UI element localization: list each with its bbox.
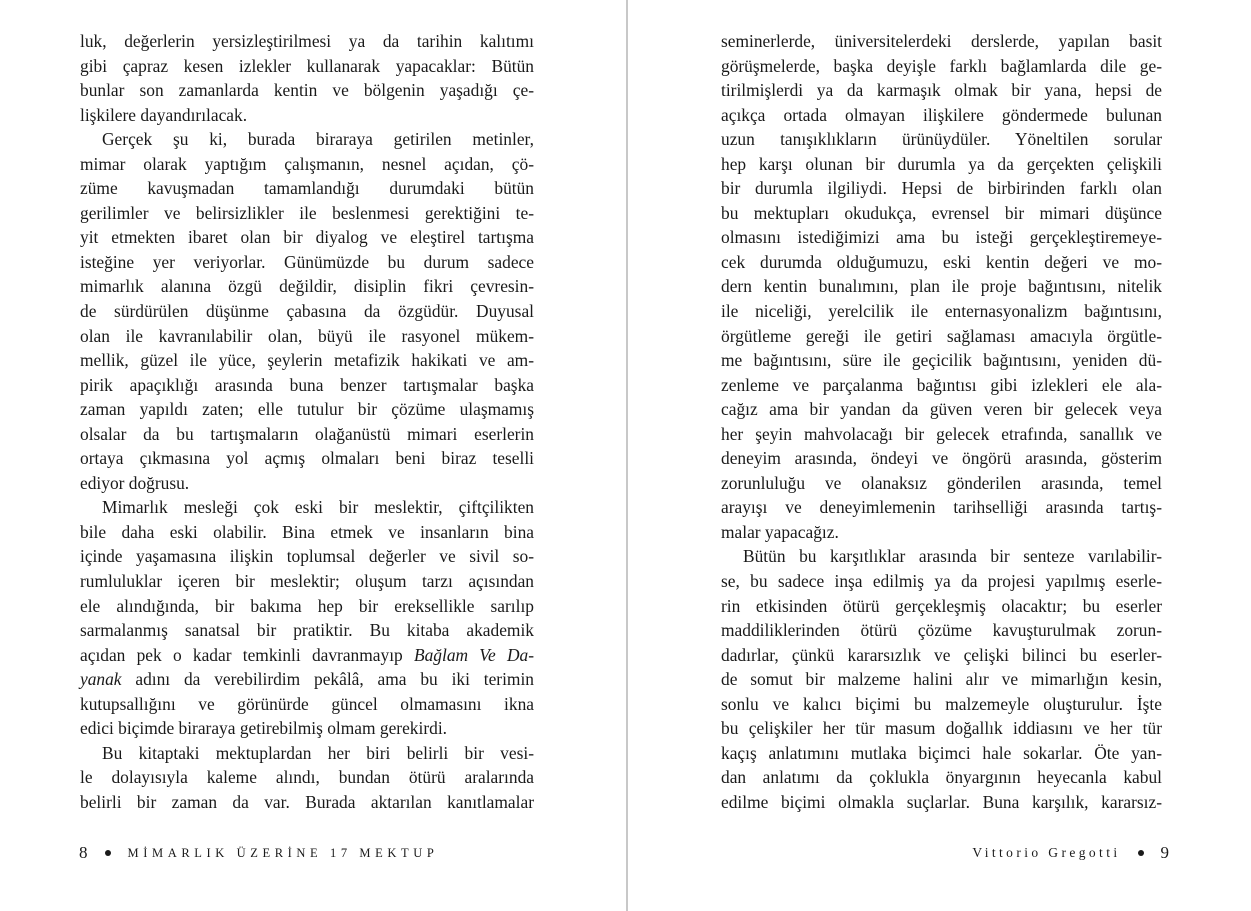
text-line: bile daha eski olabilir. Bina etmek ve insanların bina (80, 521, 534, 542)
text-line: gibi çapraz kesen izlekler kullanarak yapacaklar: Bütün (80, 55, 534, 76)
text-line: bunlar son zamanlarda kentin ve bölgenin yaşadığı çe- (80, 80, 534, 101)
text-line: açıkça ortada olmayan ilişkilere göndermede bulunan (721, 104, 1162, 125)
text-line: mimarlık alanına özgü değildir, disiplin fikri çevresin- (80, 276, 534, 297)
left-page-footer (79, 843, 438, 863)
text-line: maddiliklerinden ötürü çözüme kavuşturulmak zorun- (721, 620, 1162, 641)
text-line: olmasını istediğimizi ama bu isteği gerçekleştiremeye- (721, 227, 1162, 248)
text-line: luk, değerlerin yersizleştirilmesi ya da tarihin kalıtımı (80, 31, 534, 51)
right-page-body (721, 29, 1162, 815)
text-line: Bu kitaptaki mektuplardan her biri belirli bir vesi- (102, 742, 534, 763)
text-line: Mimarlık mesleği çok eski bir meslektir, çiftçilikten (102, 497, 534, 518)
text-line: bir durumla ilgiliydi. Hepsi de birbirinden farklı olan (721, 178, 1162, 199)
right-page (628, 0, 1251, 911)
text-line: zorunluluğu ve olanaksız gönderilen arasında, temel (721, 472, 1162, 493)
text-line: ortaya çıkmasına yol açmış olmaları beni biraz teselli (80, 448, 534, 469)
running-title: MİMARLIK ÜZERİNE 17 MEKTUP (127, 845, 439, 860)
left-page-body (80, 29, 534, 815)
text-line: görüşmelerde, başka deyişle farklı bağlamlarda dile ge- (721, 55, 1162, 76)
bullet-icon (1138, 850, 1144, 856)
text-line: içinde yaşamasına ilişkin toplumsal değerler ve sivil so- (80, 546, 534, 567)
text-line: pirik apaçıklığı arasında buna benzer tartışmalar başka (80, 374, 534, 395)
text-line: deneyim arasında, öndeyi ve öngörü arasında, gösterim (721, 448, 1162, 469)
running-author: Vittorio Gregotti (972, 845, 1121, 860)
text-line: le dolayısıyla kaleme alındı, bundan ötürü aralarında (80, 767, 534, 788)
text-line: ele alındığında, bir bakıma hep bir ereksellikle sarılıp (80, 595, 534, 616)
text-line: malar yapacağız. (721, 521, 839, 542)
text-line: rin etkisinden ötürü gerçekleşmiş olacaktır; bu eserler (721, 595, 1162, 616)
text-line: cek durumda olduğumuzu, eski kentin değeri ve mo- (721, 251, 1162, 272)
text-line: seminerlerde, üniversitelerdeki derslerde, yapılan basit (721, 31, 1162, 51)
text-line: yit etmekten ibaret olan bir diyalog ve eleştirel tartışma (80, 227, 534, 248)
text-line: se, bu sadece inşa edilmiş ya da projesi yapılmış eserle- (721, 571, 1162, 592)
text-run: adını da verebilirdim pekâlâ, ama bu iki terimin (121, 669, 534, 690)
text-line: kutupsallığını ve görünürde güncel olmamasını ikna (80, 693, 534, 714)
text-line: bu çelişkiler her tür masum doğallık iddiasını ve her tür (721, 718, 1162, 739)
text-line: Bütün bu karşıtlıklar arasında bir senteze varılabilir- (743, 546, 1162, 567)
text-line: lişkilere dayandırılacak. (80, 104, 248, 125)
text-line: cağız ama bir yandan da güven veren bir gelecek veya (721, 399, 1162, 420)
text-line: olsalar da bu tartışmaların olağanüstü mimari eserlerin (80, 423, 534, 444)
text-line: isteğine yer veriyorlar. Günümüzde bu durum sadece (80, 251, 534, 272)
text-line: gerilimler ve belirsizlikler ile beslenmesi gerektiğini te- (80, 202, 534, 223)
text-line: kaçış anlatımını mutlaka biçimci hale sokarlar. Öte yan- (721, 742, 1162, 763)
text-line: dadırlar, çünkü kararsızlık ve çelişki bilinci bu eserler- (721, 644, 1162, 665)
text-line: edici biçimde biraraya getirebilmiş olmam gerekirdi. (80, 718, 448, 739)
text-line: uzun tanışıklıkların ürünüydüler. Yöneltilen sorular (721, 129, 1162, 150)
text-run: açıdan pek o kadar temkinli davranmayıp (80, 644, 414, 665)
text-line: rumluluklar içeren bir meslektir; oluşum tarzı açısından (80, 571, 534, 592)
text-line: zenleme ve parçalanma bağıntısı gibi izlekleri ele ala- (721, 374, 1162, 395)
text-line: de sürdürülen düşünme çabasına da özgüdür. Duyusal (80, 301, 534, 322)
text-line: sarmalanmış sanatsal bir pratiktir. Bu kitaba akademik (80, 620, 534, 641)
book-title-italic: yanak (80, 669, 122, 690)
right-page-footer (972, 843, 1169, 863)
text-line: dan anlatımı da çoklukla önyargının heyecanla kabul (721, 767, 1162, 788)
text-line: her şeyin mahvolacağı bir gelecek etrafında, sanallık ve (721, 423, 1162, 444)
text-line (80, 643, 534, 668)
text-line: de somut bir malzeme halini alır ve mimarlığın kesin, (721, 669, 1162, 690)
page-number: 8 (79, 843, 88, 862)
book-title-italic: Bağlam Ve Da- (413, 644, 534, 665)
text-line: hep karşı olunan bir durumla ya da gerçekten çelişkili (721, 153, 1162, 174)
text-line: edilme biçimi olmakla suçlarlar. Buna karşılık, kararsız- (721, 791, 1162, 812)
text-line: bu mektupları okudukça, evrensel bir mimari düşünce (721, 202, 1162, 223)
text-line: ediyor doğrusu. (80, 472, 190, 493)
page-number: 9 (1160, 843, 1169, 862)
text-line: ile niceliği, yerelcilik ile enternasyonalizm bağıntısını, (721, 301, 1162, 322)
text-line: mellik, güzel ile yüce, şeylerin metafizik hakikati ve am- (80, 350, 534, 371)
text-line: zaman yapıldı zaten; elle tutulur bir çözüme ulaşmamış (80, 399, 534, 420)
text-line: örgütleme gereği ile getiri sağlaması amacıyla örgütle- (721, 325, 1162, 346)
text-line: sonlu ve kalıcı biçimi bu malzemeyle oluşturulur. İşte (721, 693, 1162, 714)
text-line: Gerçek şu ki, burada biraraya getirilen metinler, (102, 129, 534, 150)
text-line: tirilmişlerdi ya da karmaşık olmak bir yana, hepsi de (721, 80, 1162, 101)
text-line: belirli bir zaman da var. Burada aktarılan kanıtlamalar (80, 791, 534, 812)
text-line: arayışı ve deneyimlemenin tarihselliği arasında tartış- (721, 497, 1162, 518)
text-line: züme kavuşmadan tamamlandığı durumdaki bütün (80, 178, 534, 199)
text-line: olan ile kavranılabilir olan, büyü ile rasyonel mükem- (80, 325, 534, 346)
text-line: dern kentin bunalımını, plan ile proje bağıntısını, nitelik (721, 276, 1162, 297)
text-line: me bağıntısını, süre ile geçicilik bağıntısını, yeniden dü- (721, 350, 1162, 371)
text-line (80, 667, 534, 692)
bullet-icon (105, 850, 111, 856)
text-line: mimar olarak yaptığım çalışmanın, nesnel açıdan, çö- (80, 153, 534, 174)
